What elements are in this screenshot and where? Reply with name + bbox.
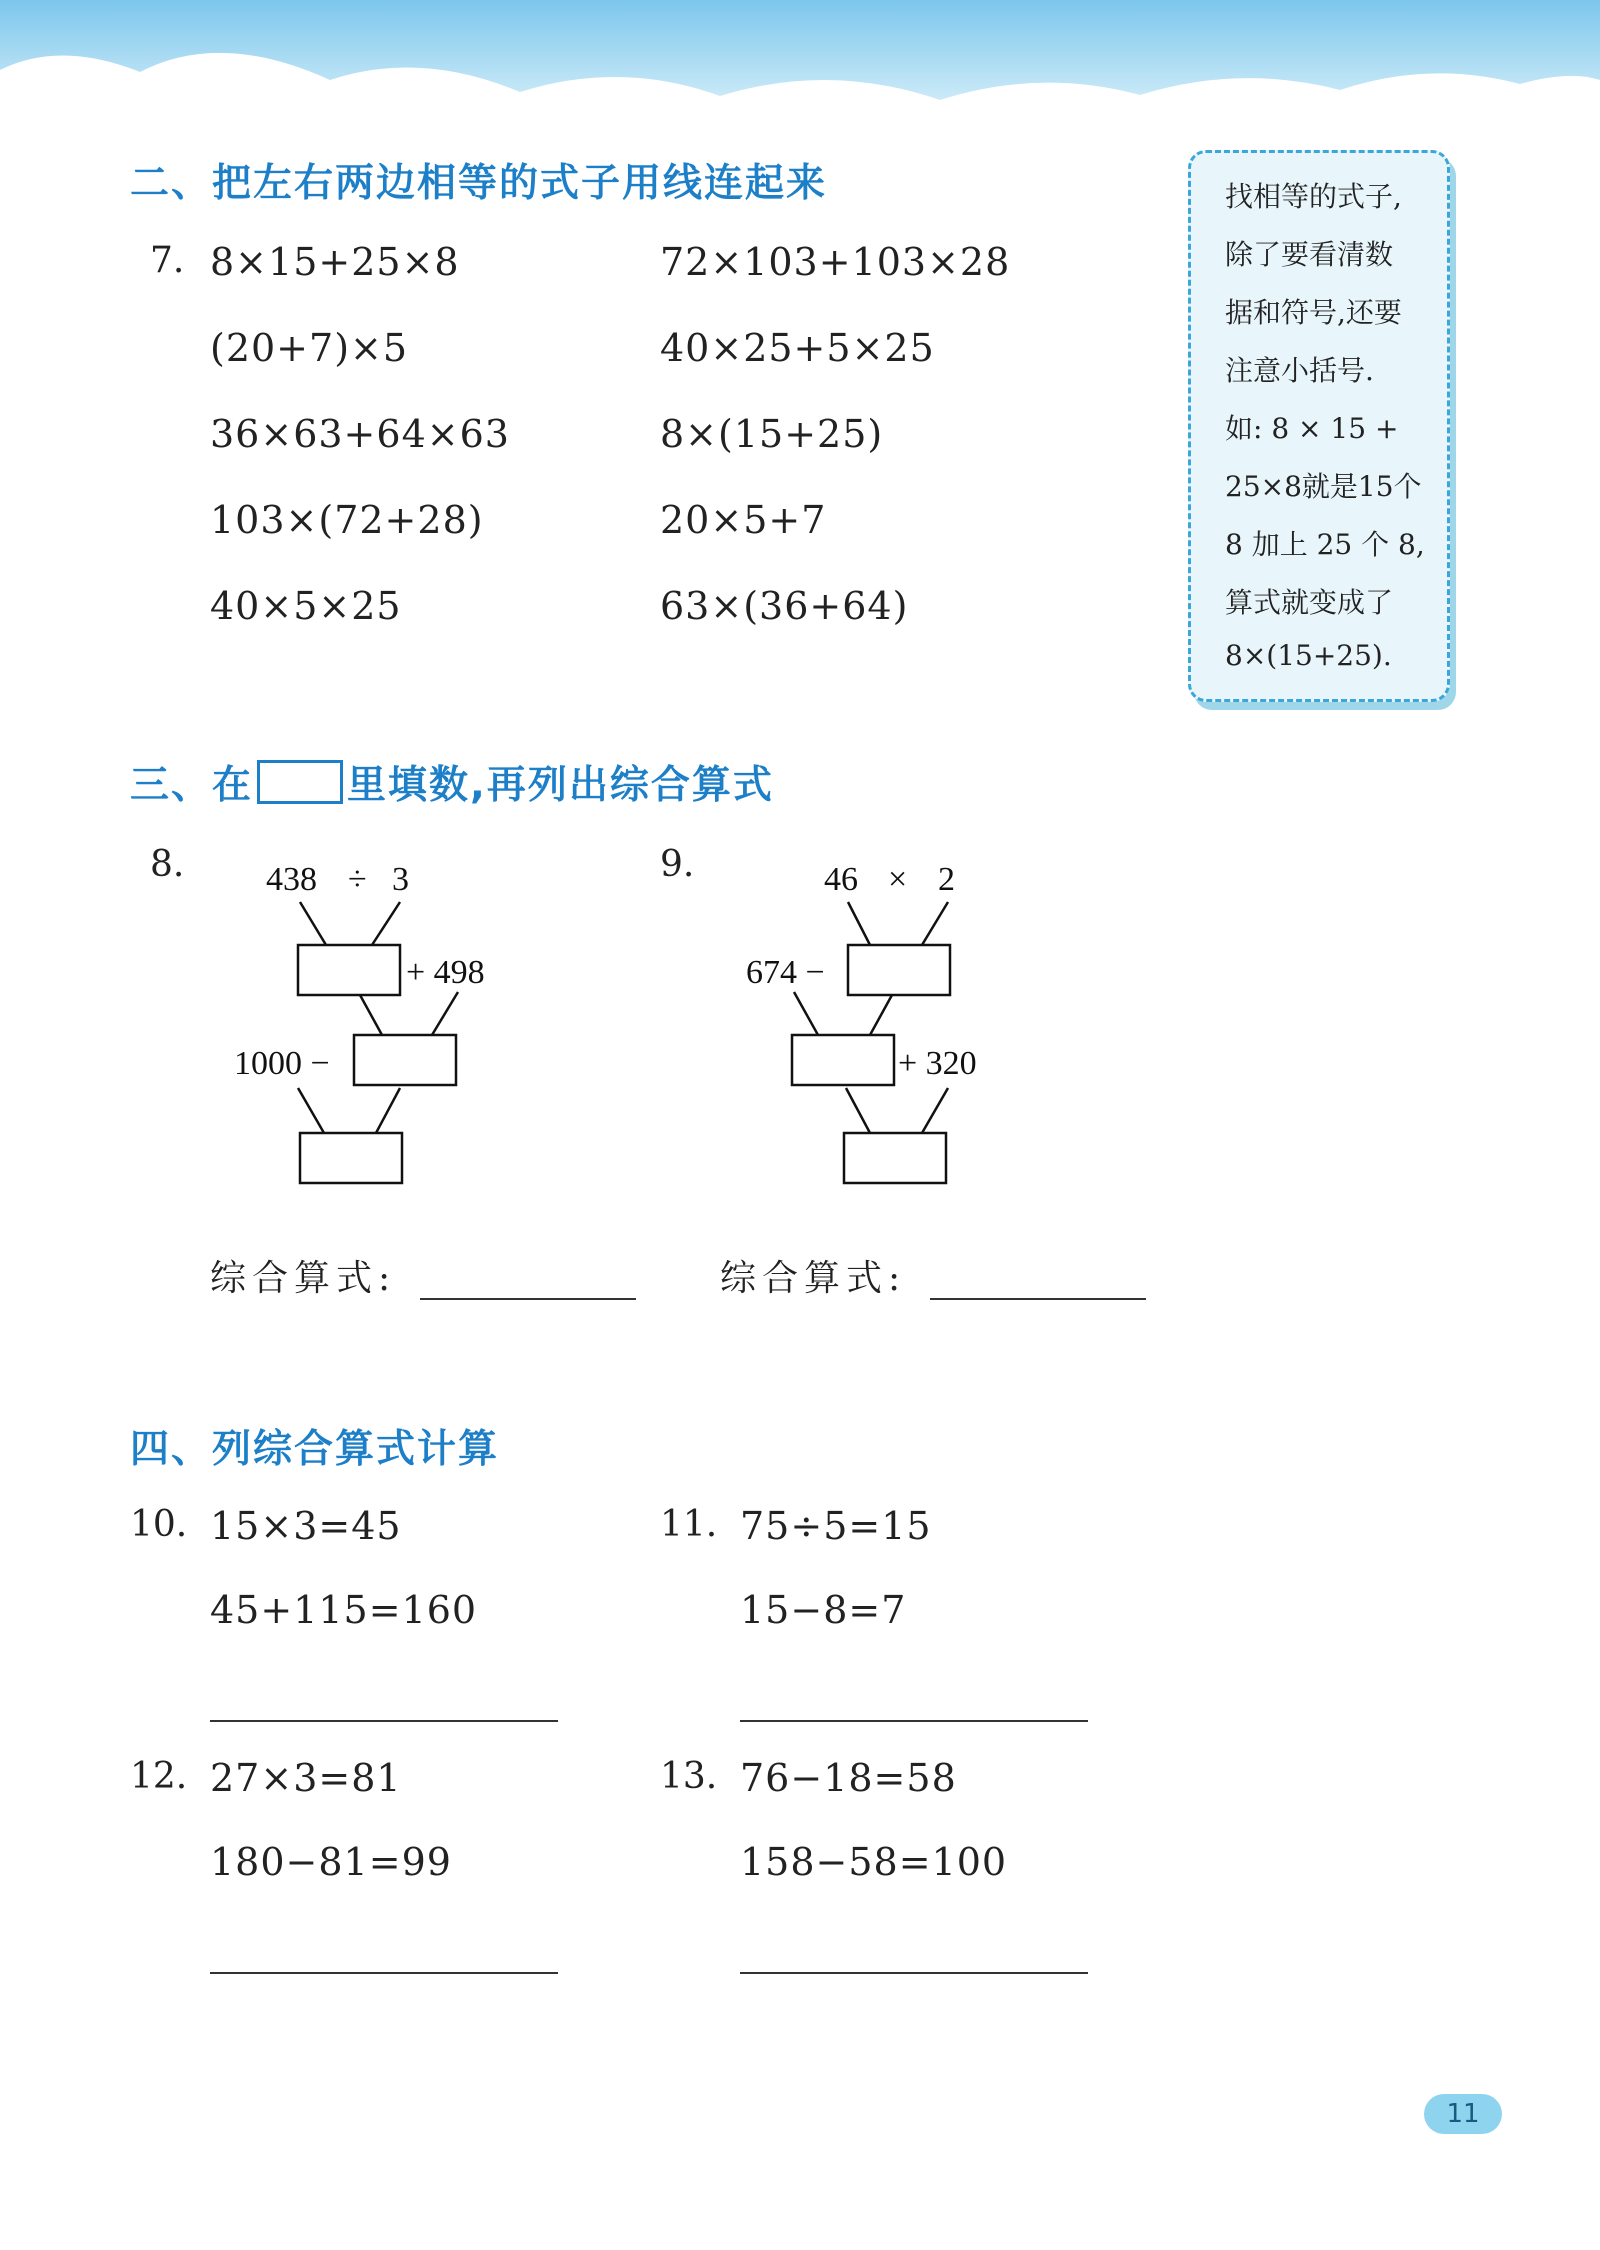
q8-connector-line [298,1088,324,1133]
page-number-badge: 11 [1424,2094,1502,2134]
q11-answer-line[interactable] [740,1720,1088,1722]
cloud-header-decoration [0,0,1600,140]
q10-step-2: 45+115=160 [210,1588,478,1632]
q9-tree-diagram [730,850,1030,1190]
q8-answer-box-3[interactable] [300,1133,402,1183]
q8-top-operator: ÷ [348,861,367,898]
section-3-title-start: 三、在 [130,763,254,808]
q9-top-right-number: 2 [938,861,955,898]
tip-line: 除了要看清数 [1225,238,1394,271]
q7-right-expression: 8×(15+25) [660,412,884,456]
q8-connector-line [432,992,458,1035]
tip-line: 8×(15+25). [1225,639,1392,672]
q7-right-expression: 72×103+103×28 [660,240,1011,284]
tip-line: 如: 8 × 15 + [1225,412,1399,445]
q8-top-right-number: 3 [392,861,409,898]
blank-box-icon [257,760,343,804]
q8-step2-operand: + 498 [406,954,485,991]
q8-combined-expression-label: 综合算式: [210,1258,397,1299]
q8-answer-line[interactable] [420,1298,636,1300]
q9-step3-operand: + 320 [898,1045,977,1082]
q7-left-expression: (20+7)×5 [210,326,409,370]
q11-step-1: 75÷5=15 [740,1504,932,1548]
tip-line: 找相等的式子, [1225,180,1402,213]
q9-answer-box-2[interactable] [792,1035,894,1085]
tip-line: 据和符号,还要 [1225,296,1402,329]
q12-step-2: 180−81=99 [210,1840,452,1884]
q8-connector-line [300,902,326,945]
q7-right-expression: 40×25+5×25 [660,326,935,370]
tip-box [1188,150,1450,702]
q9-answer-line[interactable] [930,1298,1146,1300]
question-12-number: 12. [130,1756,188,1797]
q8-connector-line [376,1088,400,1133]
question-7-number: 7. [150,240,185,281]
q9-connector-line [870,995,892,1035]
q9-connector-line [794,992,818,1035]
q10-answer-line[interactable] [210,1720,558,1722]
q7-left-expression: 40×5×25 [210,584,402,628]
q9-connector-line [922,902,948,945]
question-10-number: 10. [130,1504,188,1545]
q9-step2-operand: 674 − [746,954,825,991]
tip-line: 注意小括号. [1225,354,1374,387]
q9-top-operator: × [888,861,908,898]
section-3-title-end: 里填数,再列出综合算式 [347,763,774,808]
q8-top-left-number: 438 [266,861,317,898]
q10-step-1: 15×3=45 [210,1504,402,1548]
q9-answer-box-3[interactable] [844,1133,946,1183]
q12-answer-line[interactable] [210,1972,558,1974]
q9-top-left-number: 46 [824,861,858,898]
q8-answer-box-2[interactable] [354,1035,456,1085]
tip-line: 算式就变成了 [1225,586,1394,619]
question-11-number: 11. [660,1504,718,1545]
q8-connector-line [372,902,400,945]
q9-connector-line [848,902,870,945]
q7-left-expression: 36×63+64×63 [210,412,510,456]
q9-combined-expression-label: 综合算式: [720,1258,907,1299]
q7-right-expression: 63×(36+64) [660,584,909,628]
question-8-number: 8. [150,844,185,885]
q8-connector-line [360,995,382,1035]
section-3-title [130,754,774,810]
q7-left-expression: 8×15+25×8 [210,240,460,284]
section-4-title: 四、列综合算式计算 [130,1427,500,1472]
q8-tree-diagram [220,850,540,1190]
q8-step3-operand: 1000 − [234,1045,330,1082]
q9-connector-line [922,1088,948,1133]
q11-step-2: 15−8=7 [740,1588,907,1632]
q7-left-expression: 103×(72+28) [210,498,484,542]
q12-step-1: 27×3=81 [210,1756,402,1800]
question-13-number: 13. [660,1756,718,1797]
q9-answer-box-1[interactable] [848,945,950,995]
tip-line: 25×8就是15个 [1225,470,1422,503]
q13-step-1: 76−18=58 [740,1756,957,1800]
section-2-title: 二、把左右两边相等的式子用线连起来 [130,161,828,206]
q13-step-2: 158−58=100 [740,1840,1008,1884]
q9-connector-line [846,1088,870,1133]
tip-line: 8 加上 25 个 8, [1225,528,1425,561]
q7-right-expression: 20×5+7 [660,498,827,542]
question-9-number: 9. [660,844,695,885]
q8-answer-box-1[interactable] [298,945,400,995]
q13-answer-line[interactable] [740,1972,1088,1974]
